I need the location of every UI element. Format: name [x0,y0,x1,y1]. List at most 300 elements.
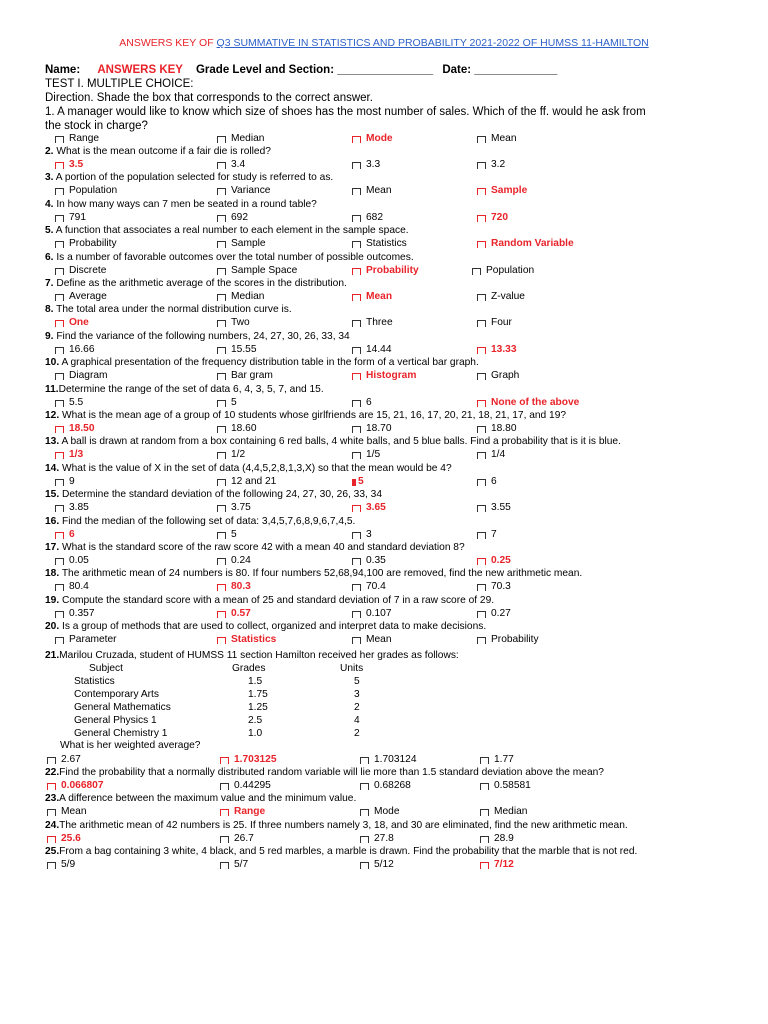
option-label: Histogram [366,370,417,382]
question-prompt: Determine the standard deviation of the following 24, 27, 30, 26, 33, 34 [59,489,382,501]
question-7-option-4[interactable] [477,291,525,303]
answer-checkbox-icon[interactable] [352,136,361,143]
question-13-text [45,436,621,448]
checkbox-icon[interactable] [55,584,64,591]
question-17-option-4[interactable] [477,555,511,567]
checkbox-icon[interactable] [55,505,64,512]
option-label: 0.27 [491,607,511,619]
grade-section-label: Grade Level and Section: _______________ [195,64,434,76]
question-number: 3. [45,172,54,184]
question-4-option-2[interactable] [217,212,248,224]
option-label: 3.75 [231,502,251,514]
question-20-option-1[interactable] [55,634,117,646]
direction-text: Direction. Shade the box that corresponds to the correct answer. [45,92,373,104]
question-24-option-2[interactable] [220,833,254,845]
grades-table-cell: 5 [354,676,360,687]
checkbox-icon[interactable] [55,215,64,222]
checkbox-icon[interactable] [480,809,489,816]
question-13-option-4[interactable] [477,449,505,461]
question-9-option-3[interactable] [352,344,392,356]
question-1-option-3[interactable] [352,133,393,145]
question-10-option-1[interactable] [55,370,108,382]
question-number: 24. [45,819,60,831]
question-18-option-4[interactable] [477,581,511,593]
question-14-option-3[interactable] [352,476,364,488]
checkbox-icon[interactable] [352,162,361,169]
checkbox-icon[interactable] [55,188,64,195]
question-14-text [45,463,452,475]
checkbox-icon[interactable] [360,836,369,843]
answer-checkbox-icon[interactable] [477,188,486,195]
checkbox-icon[interactable] [217,188,226,195]
option-label: One [69,317,89,329]
option-label: 1/3 [69,449,84,461]
question-14-option-2[interactable] [217,476,276,488]
question-prompt: A difference between the maximum value and the minimum value. [59,793,357,805]
question-10-option-2[interactable] [217,370,273,382]
answer-checkbox-icon[interactable] [477,400,486,407]
question-6-option-2[interactable] [217,265,297,277]
question-number: 9. [45,330,54,342]
checkbox-icon[interactable] [352,215,361,222]
question-14-option-1[interactable] [55,476,75,488]
answer-checkbox-icon[interactable] [352,505,361,512]
question-20-option-2[interactable] [217,634,276,646]
option-label: 27.8 [374,832,394,844]
option-label: 9 [69,475,75,487]
question-17-option-2[interactable] [217,555,251,567]
question-9-option-4[interactable] [477,344,517,356]
question-4-option-3[interactable] [352,212,383,224]
checkbox-icon[interactable] [352,400,361,407]
checkbox-icon[interactable] [55,558,64,565]
question-prompt: What is the standard score of the raw score 42 with a mean 40 and standard deviation 8? [59,542,465,553]
checkbox-icon[interactable] [217,136,226,143]
option-label: Median [231,291,265,302]
checkbox-icon[interactable] [352,637,361,644]
question-7-option-1[interactable] [55,291,107,303]
question-2-option-4[interactable] [477,159,505,171]
question-3-option-4[interactable] [477,185,527,197]
grades-table-cell: 4 [354,715,360,726]
checkbox-icon[interactable] [480,836,489,843]
checkbox-icon[interactable] [360,783,369,790]
option-label: Sample [231,238,266,250]
option-label: 5/9 [61,859,76,871]
question-prompt: The arithmetic mean of 24 numbers is 80. If four numbers 52,68,94,100 are removed, find the new arithmetic mean. [59,568,583,580]
grades-table-cell: 1.25 [248,702,268,713]
question-16-option-4[interactable] [477,529,497,541]
checkbox-icon[interactable] [217,347,226,354]
question-7-option-3[interactable] [352,291,392,303]
answer-checkbox-icon[interactable] [477,347,486,354]
question-21-text [45,650,459,662]
question-3-option-3[interactable] [352,185,391,197]
question-prompt: Is a group of methods that are used to collect, organized and interpret data to make decisions. [59,621,487,633]
title-main: Q3 SUMMATIVE IN STATISTICS AND PROBABILITY 2021-2022 OF HUMSS 11-HAMILTON [216,37,649,49]
question-9-option-1[interactable] [55,344,95,356]
option-label: Mean [366,291,393,302]
answer-checkbox-icon[interactable] [47,783,56,790]
test-title: TEST I. MULTIPLE CHOICE: [45,78,194,90]
question-17-option-1[interactable] [55,555,89,567]
checkbox-icon[interactable] [55,241,64,248]
question-23-option-3[interactable] [360,806,399,818]
question-17-option-3[interactable] [352,555,386,567]
checkbox-icon[interactable] [477,637,486,644]
question-number: 20. [45,621,60,633]
option-label: 1/5 [366,449,381,461]
question-15-option-2[interactable] [217,502,251,514]
checkbox-icon[interactable] [477,373,486,380]
question-21-option-3[interactable] [360,754,417,766]
question-11-option-4[interactable] [477,397,579,409]
answer-checkbox-icon[interactable] [352,294,361,301]
checkbox-icon[interactable] [477,320,486,327]
checkbox-icon[interactable] [477,162,486,169]
checkbox-icon[interactable] [217,320,226,327]
checkbox-icon[interactable] [55,294,64,301]
checkbox-icon[interactable] [217,426,226,433]
question-number: 25. [45,846,60,858]
option-label: 0.68268 [374,780,411,791]
question-19-option-2[interactable] [217,608,251,620]
checkbox-icon[interactable] [55,347,64,354]
option-label: Population [69,185,118,197]
question-12-option-2[interactable] [217,423,257,435]
checkbox-icon[interactable] [352,532,361,539]
checkbox-icon[interactable] [477,479,486,486]
question-18-option-1[interactable] [55,581,89,593]
question-25-option-1[interactable] [47,859,75,871]
question-19-option-3[interactable] [352,608,392,620]
checkbox-icon[interactable] [217,400,226,407]
checkbox-icon[interactable] [352,320,361,327]
checkbox-icon[interactable] [47,757,56,764]
checkbox-icon[interactable] [220,783,229,790]
checkbox-icon[interactable] [352,188,361,195]
checkbox-icon[interactable] [55,479,64,486]
checkbox-icon[interactable] [477,136,486,143]
question-22-option-4[interactable] [480,780,531,792]
question-23-option-2[interactable] [220,806,265,818]
checkbox-icon[interactable] [352,241,361,248]
answer-checkbox-icon[interactable] [220,809,229,816]
question-4-option-1[interactable] [55,212,86,224]
option-label: Variance [231,185,271,197]
question-22-option-1[interactable] [47,780,104,792]
option-label: 6 [366,396,372,408]
answer-checkbox-icon[interactable] [55,452,64,459]
option-label: 1/2 [231,449,246,461]
question-prompt: Determine the range of the set of data 6, 4, 3, 5, 7, and 15. [58,383,324,395]
question-22-option-3[interactable] [360,780,411,792]
question-15-option-1[interactable] [55,502,89,514]
grades-table-cell: General Mathematics [74,702,171,713]
grades-table-cell: 1.0 [248,728,263,739]
checkbox-icon[interactable] [47,862,56,869]
question-10-text [45,357,479,369]
option-label: 18.70 [366,423,392,434]
checkbox-icon[interactable] [477,584,486,591]
question-2-option-2[interactable] [217,159,245,171]
checkbox-icon[interactable] [220,862,229,869]
question-8-option-3[interactable] [352,317,393,329]
question-number: 10. [45,357,60,369]
option-label: 720 [491,211,508,223]
checkbox-icon[interactable] [477,532,486,539]
document-title [0,37,768,49]
question-15-option-3[interactable] [352,502,386,514]
option-label: 25.6 [61,832,81,844]
question-3-option-1[interactable] [55,185,117,197]
question-10-option-4[interactable] [477,370,519,382]
answer-checkbox-icon[interactable] [55,320,64,327]
question-16-option-2[interactable] [217,529,237,541]
option-label: 682 [366,211,383,223]
question-24-option-4[interactable] [480,833,514,845]
question-24-option-3[interactable] [360,833,394,845]
checkbox-icon[interactable] [480,757,489,764]
question-12-option-3[interactable] [352,423,392,435]
option-label: Random Variable [491,238,574,250]
question-1-option-2[interactable] [217,133,264,145]
question-prompt: What is the mean outcome if a fair die is rolled? [53,146,271,157]
checkbox-icon[interactable] [477,452,486,459]
checkbox-icon[interactable] [217,294,226,301]
question-20-option-4[interactable] [477,634,539,646]
question-18-option-2[interactable] [217,581,251,593]
question-1-text-line1: 1. A manager would like to know which size of shoes has the most number of sales. Which of the ff. would he ask from [45,106,646,118]
question-13-option-3[interactable] [352,449,380,461]
question-8-option-2[interactable] [217,317,250,329]
checkbox-icon[interactable] [217,505,226,512]
question-5-option-3[interactable] [352,238,407,250]
answer-checkbox-icon[interactable] [55,426,64,433]
question-2-option-1[interactable] [55,159,83,171]
answer-checkbox-icon[interactable] [480,862,489,869]
question-20-option-3[interactable] [352,634,391,646]
question-19-option-4[interactable] [477,608,511,620]
checkbox-icon[interactable] [352,558,361,565]
answer-checkbox-icon[interactable] [352,479,356,486]
question-11-option-2[interactable] [217,397,237,409]
question-12-option-1[interactable] [55,423,95,435]
question-5-option-2[interactable] [217,238,266,250]
question-10-option-3[interactable] [352,370,416,382]
answer-checkbox-icon[interactable] [220,757,229,764]
checkbox-icon[interactable] [217,558,226,565]
question-16-option-3[interactable] [352,529,372,541]
option-label: Probability [69,238,117,250]
question-14-option-4[interactable] [477,476,497,488]
option-label: 791 [69,211,86,223]
question-1-option-4[interactable] [477,133,516,145]
checkbox-icon[interactable] [55,268,64,275]
question-21-subprompt: What is her weighted average? [60,740,201,751]
checkbox-icon[interactable] [217,268,226,275]
grades-table-cell: Contemporary Arts [74,689,159,700]
question-prompt: A ball is drawn at random from a box containing 6 red balls, 4 white balls, and 5 blue balls. Find a probability that is it is blue. [59,436,621,448]
name-value: ANSWERS KEY [97,64,183,76]
answer-checkbox-icon[interactable] [217,584,226,591]
question-prompt: Is a number of favorable outcomes over the total number of possible outcomes. [53,251,414,263]
question-11-option-1[interactable] [55,397,83,409]
answer-checkbox-icon[interactable] [55,162,64,169]
question-6-option-3[interactable] [352,265,419,277]
question-12-text [45,410,566,422]
question-3-text [45,172,333,184]
question-23-option-1[interactable] [47,806,86,818]
option-label: 14.44 [366,343,392,355]
checkbox-icon[interactable] [55,373,64,380]
option-label: Mean [366,185,392,197]
option-label: Range [69,133,100,144]
checkbox-icon[interactable] [55,136,64,143]
checkbox-icon[interactable] [477,426,486,433]
option-label: Probability [491,634,539,646]
question-prompt: Find the probability that a normally distributed random variable will lie more than 1.5 standard deviation above the mean? [59,767,604,778]
checkbox-icon[interactable] [217,241,226,248]
checkbox-icon[interactable] [360,757,369,764]
option-label: 3.85 [69,502,89,514]
checkbox-icon[interactable] [55,400,64,407]
question-4-text [45,199,317,211]
question-22-text [45,767,604,779]
question-7-option-2[interactable] [217,291,264,303]
checkbox-icon[interactable] [352,611,361,618]
checkbox-icon[interactable] [217,162,226,169]
question-21-option-2[interactable] [220,754,277,766]
question-11-option-3[interactable] [352,397,372,409]
question-15-option-4[interactable] [477,502,511,514]
question-18-option-3[interactable] [352,581,386,593]
checkbox-icon[interactable] [217,532,226,539]
option-label: 18.60 [231,423,257,434]
option-label: 16.66 [69,343,95,355]
option-label: 12 and 21 [231,475,277,487]
question-1-option-1[interactable] [55,133,99,145]
option-label: Mode [366,133,393,144]
checkbox-icon[interactable] [480,783,489,790]
option-label: Diagram [69,370,108,382]
question-8-option-1[interactable] [55,317,89,329]
checkbox-icon[interactable] [55,637,64,644]
checkbox-icon[interactable] [472,268,481,275]
grades-table-header: Subject [89,663,123,674]
checkbox-icon[interactable] [477,611,486,618]
question-9-option-2[interactable] [217,344,257,356]
checkbox-icon[interactable] [352,584,361,591]
question-25-option-2[interactable] [220,859,248,871]
answer-checkbox-icon[interactable] [217,611,226,618]
checkbox-icon[interactable] [360,809,369,816]
answer-checkbox-icon[interactable] [47,836,56,843]
checkbox-icon[interactable] [217,373,226,380]
option-label: 5 [358,475,364,487]
question-13-option-2[interactable] [217,449,245,461]
question-24-option-1[interactable] [47,833,81,845]
question-21-option-1[interactable] [47,754,81,766]
answer-checkbox-icon[interactable] [55,532,64,539]
answer-checkbox-icon[interactable] [477,558,486,565]
checkbox-icon[interactable] [217,479,226,486]
checkbox-icon[interactable] [477,294,486,301]
question-25-option-4[interactable] [480,859,514,871]
grades-table-header: Units [340,663,364,674]
answer-checkbox-icon[interactable] [352,268,361,275]
option-label: Three [366,317,393,329]
question-22-option-2[interactable] [220,780,271,792]
option-label: None of the above [491,396,580,408]
checkbox-icon[interactable] [352,347,361,354]
question-prompt: Define as the arithmetic average of the scores in the distribution. [53,278,347,289]
option-label: 3.3 [366,159,381,170]
option-label: Parameter [69,634,117,646]
question-7-text [45,278,347,290]
checkbox-icon[interactable] [477,505,486,512]
question-3-option-2[interactable] [217,185,270,197]
option-label: 692 [231,211,248,223]
option-label: Z-value [491,291,525,302]
question-number: 4. [45,198,54,210]
question-prompt: Find the median of the following set of data: 3,4,5,7,6,8,9,6,7,4,5. [59,515,356,527]
question-12-option-4[interactable] [477,423,517,435]
question-prompt: A portion of the population selected for study is referred to as. [53,172,334,184]
option-label: 3.55 [491,502,511,514]
question-2-option-3[interactable] [352,159,380,171]
question-25-option-3[interactable] [360,859,394,871]
question-19-option-1[interactable] [55,608,95,620]
checkbox-icon[interactable] [217,215,226,222]
option-label: 5/7 [234,859,249,871]
answer-checkbox-icon[interactable] [352,373,361,380]
answer-checkbox-icon[interactable] [477,215,486,222]
question-19-text [45,595,494,607]
question-4-option-4[interactable] [477,212,508,224]
question-13-option-1[interactable] [55,449,83,461]
option-label: 0.58581 [494,780,531,791]
option-label: 18.80 [491,423,517,434]
option-label: 6 [491,475,497,487]
title-prefix: ANSWERS KEY OF [119,37,217,49]
question-23-text [45,793,356,805]
question-21-option-4[interactable] [480,754,514,766]
answer-checkbox-icon[interactable] [217,637,226,644]
question-8-option-4[interactable] [477,317,512,329]
question-prompt: A function that associates a real number to each element in the sample space. [53,225,409,237]
question-prompt: Find the variance of the following numbers, 24, 27, 30, 26, 33, 34 [53,330,350,342]
checkbox-icon[interactable] [352,426,361,433]
option-label: 3.2 [491,159,506,170]
checkbox-icon[interactable] [360,862,369,869]
grades-table-cell: Statistics [74,676,115,687]
question-prompt: What is the mean age of a group of 10 students whose girlfriends are 15, 21, 16, 17, 20, 21, 18, 21, 17, and 19? [59,410,567,421]
checkbox-icon[interactable] [47,809,56,816]
question-6-option-4[interactable] [472,265,534,277]
question-16-option-1[interactable] [55,529,75,541]
question-5-option-1[interactable] [55,238,117,250]
checkbox-icon[interactable] [55,611,64,618]
question-23-option-4[interactable] [480,806,527,818]
answer-checkbox-icon[interactable] [477,241,486,248]
question-5-option-4[interactable] [477,238,574,250]
question-number: 13. [45,436,60,448]
question-6-option-1[interactable] [55,265,106,277]
checkbox-icon[interactable] [352,452,361,459]
checkbox-icon[interactable] [220,836,229,843]
checkbox-icon[interactable] [217,452,226,459]
